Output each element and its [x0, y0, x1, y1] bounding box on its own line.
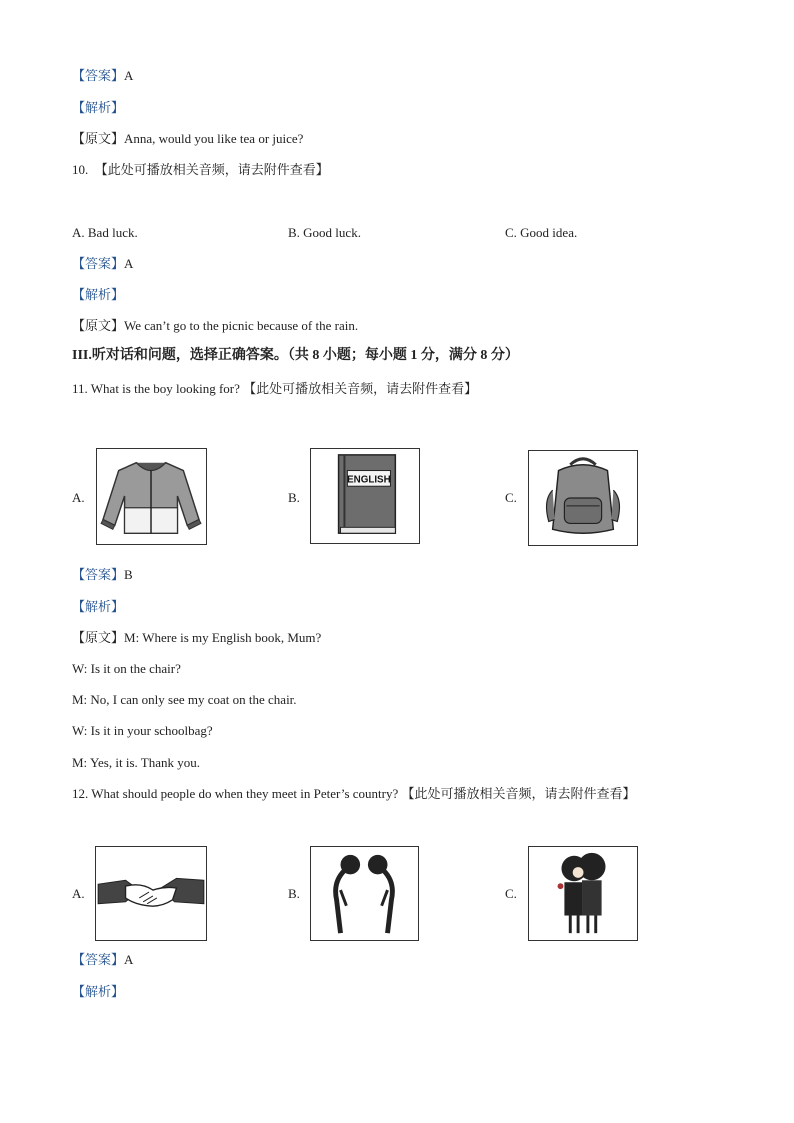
- bowing-picture: [310, 846, 419, 941]
- book-icon: [311, 449, 419, 543]
- schoolbag-icon: [529, 451, 637, 545]
- q10-analysis-line: [72, 287, 124, 303]
- dialogue-line: M: No, I can only see my coat on the chair.: [72, 692, 297, 707]
- analysis-tag: 【解析】: [72, 599, 125, 614]
- analysis-tag: 【解析】: [72, 984, 125, 999]
- handshake-icon: [96, 847, 206, 940]
- original-tag: 【原文】: [72, 318, 125, 333]
- question-11-stem: 11. What is the boy looking for? 【此处可播放相关音频，请去附件查看】: [72, 381, 478, 396]
- q11-original-line: [72, 630, 321, 646]
- jacket-picture: [96, 448, 207, 545]
- answer-line: [72, 68, 133, 84]
- kissing-picture: [528, 846, 638, 941]
- analysis-tag: 【解析】: [72, 287, 125, 302]
- original-text: Anna, would you like tea or juice?: [124, 131, 304, 146]
- answer-tag: 【答案】: [72, 567, 125, 582]
- answer-tag: 【答案】: [72, 68, 125, 83]
- question-12-stem: 12. What should people do when they meet in Peter’s country? 【此处可播放相关音频，请去附件查看】: [72, 786, 636, 801]
- schoolbag-picture: [528, 450, 638, 546]
- original-line: [72, 131, 303, 147]
- q11-option-c-letter: C.: [505, 490, 517, 505]
- original-tag: 【原文】: [72, 131, 125, 146]
- answer-value: A: [124, 68, 134, 83]
- dialogue-line: W: Is it on the chair?: [72, 661, 181, 676]
- q10-answer-line: [72, 256, 133, 272]
- q11-analysis-line: [72, 599, 124, 615]
- q12-analysis-line: [72, 984, 124, 1000]
- kissing-icon: [529, 847, 637, 940]
- answer-value: A: [124, 256, 134, 271]
- dialogue-line: M: Yes, it is. Thank you.: [72, 755, 200, 770]
- answer-tag: 【答案】: [72, 256, 125, 271]
- q12-option-c-letter: C.: [505, 886, 517, 901]
- dialogue-line: W: Is it in your schoolbag?: [72, 723, 213, 738]
- answer-value: B: [124, 567, 133, 582]
- book-title-text: ENGLISH: [347, 474, 391, 486]
- original-tag: 【原文】: [72, 630, 125, 645]
- section-3-title: III.听对话和问题，选择正确答案。（共 8 小题；每小题 1 分，满分 8 分）: [72, 348, 519, 363]
- jacket-icon: [97, 449, 206, 544]
- q11-answer-line: [72, 567, 133, 583]
- bowing-icon: [311, 847, 418, 940]
- handshake-picture: [95, 846, 207, 941]
- original-text: We can’t go to the picnic because of the rain.: [124, 318, 359, 333]
- answer-value: A: [124, 952, 134, 967]
- q10-option-b: B. Good luck.: [288, 225, 361, 240]
- dialogue-line: M: Where is my English book, Mum?: [124, 630, 322, 645]
- q12-option-b-letter: B.: [288, 886, 300, 901]
- answer-tag: 【答案】: [72, 952, 125, 967]
- q11-option-a-letter: A.: [72, 490, 85, 505]
- english-book-picture: [310, 448, 420, 544]
- q12-option-a-letter: A.: [72, 886, 85, 901]
- analysis-tag: 【解析】: [72, 100, 125, 115]
- analysis-line: [72, 100, 124, 116]
- q12-answer-line: [72, 952, 133, 968]
- q10-option-c: C. Good idea.: [505, 225, 578, 240]
- q11-option-b-letter: B.: [288, 490, 300, 505]
- q10-original-line: [72, 318, 358, 334]
- question-10-stem: 10. 【此处可播放相关音频，请去附件查看】: [72, 162, 329, 177]
- q10-option-a: A. Bad luck.: [72, 225, 138, 240]
